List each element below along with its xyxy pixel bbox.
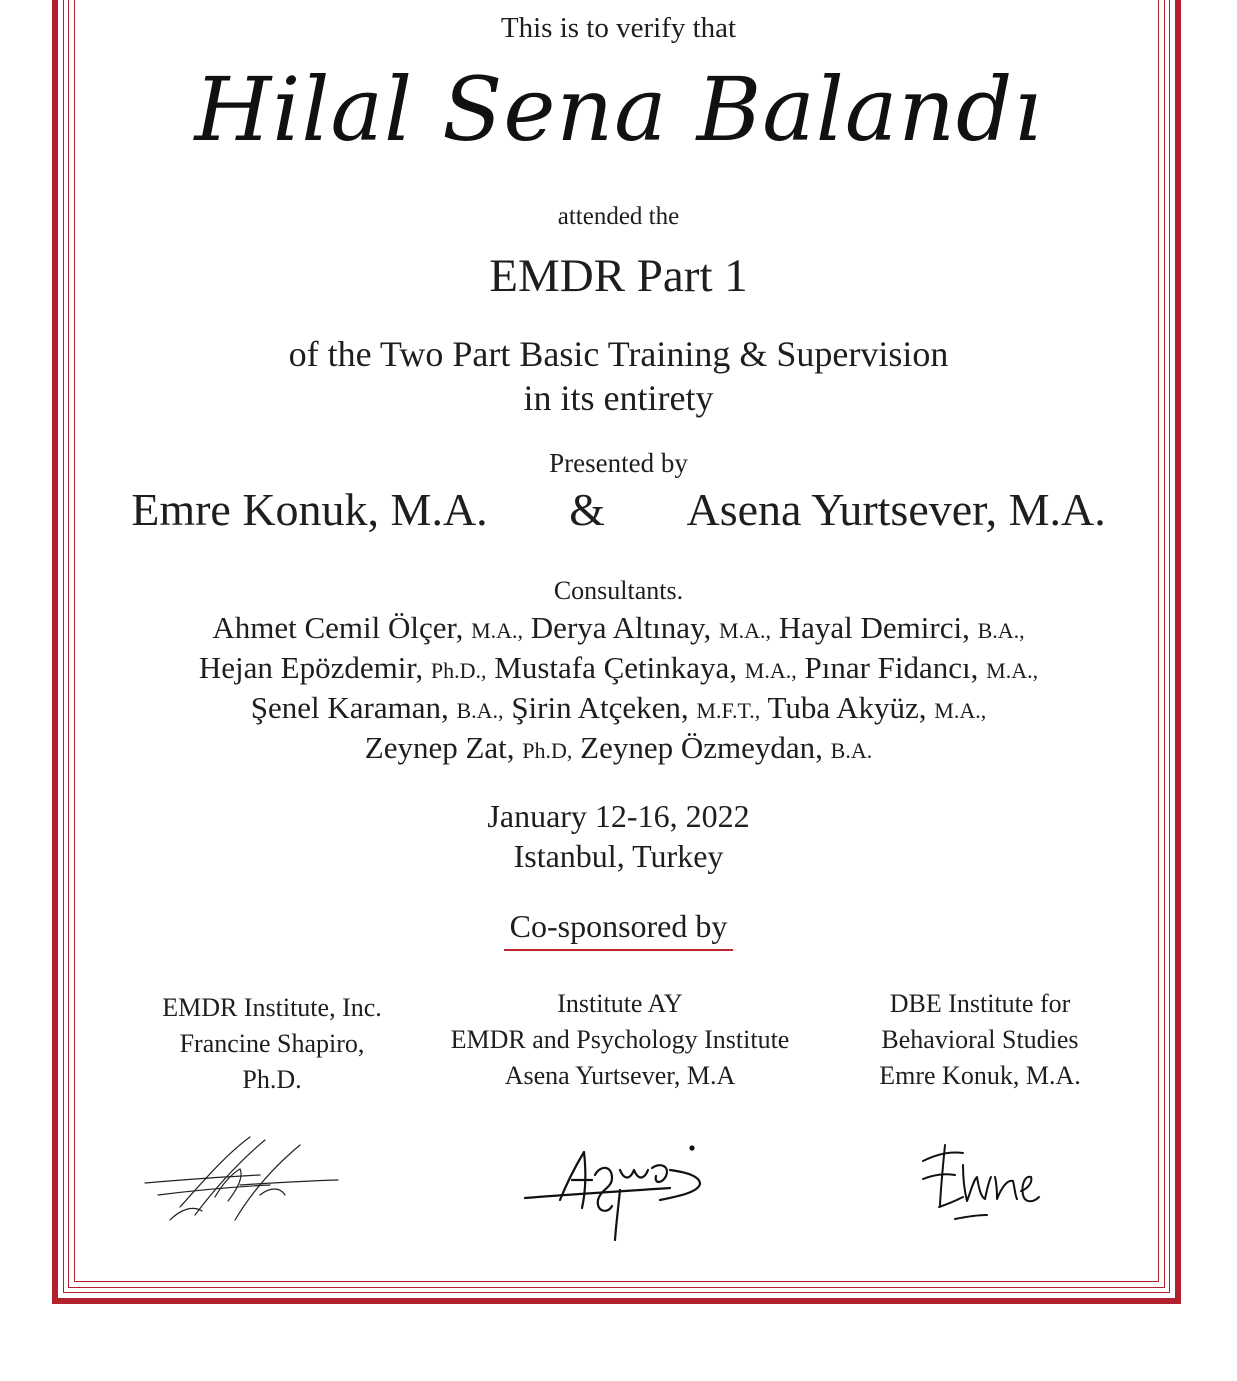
sponsor-line: Emre Konuk, M.A. — [879, 1061, 1081, 1090]
signature-konuk — [915, 1135, 1055, 1235]
signature-shapiro — [140, 1125, 340, 1235]
consultant-name: Ahmet Cemil Ölçer, — [212, 610, 464, 645]
consultant-credential: Ph.D, — [522, 738, 573, 763]
consultant-name: Şirin Atçeken, — [511, 690, 689, 725]
sponsor-dbe-institute — [850, 986, 1110, 1094]
consultant-name: Derya Altınay, — [530, 610, 712, 645]
consultant-credential: M.A., — [719, 618, 771, 643]
consultant-name: Mustafa Çetinkaya, — [494, 650, 738, 685]
consultant-name: Tuba Akyüz, — [767, 690, 927, 725]
cosponsored-label: Co-sponsored by — [509, 908, 728, 944]
presenter-name: Emre Konuk, M.A. — [131, 484, 488, 535]
sponsor-line: Francine Shapiro, — [179, 1029, 365, 1058]
consultants-row — [0, 730, 1237, 766]
consultant-credential: B.A., — [456, 698, 504, 723]
course-description-2: in its entirety — [523, 378, 714, 418]
sponsor-line: DBE Institute for — [889, 989, 1071, 1018]
sponsor-institute-ay — [420, 986, 820, 1094]
event-date: January 12-16, 2022 — [487, 798, 750, 834]
consultant-credential: M.F.T., — [696, 698, 761, 723]
course-title: EMDR Part 1 — [489, 250, 748, 302]
sponsor-line: Behavioral Studies — [881, 1025, 1079, 1054]
consultant-name: Pınar Fidancı, — [804, 650, 979, 685]
consultants-row — [0, 650, 1237, 686]
cosponsored-underline — [504, 949, 734, 951]
verify-text: This is to verify that — [500, 12, 737, 44]
cosponsored-heading — [0, 908, 1237, 951]
sponsor-line: Ph.D. — [242, 1065, 302, 1094]
event-location: Istanbul, Turkey — [513, 838, 724, 874]
signature-yurtsever — [520, 1140, 720, 1250]
consultant-credential: M.A., — [471, 618, 524, 643]
consultant-name: Şenel Karaman, — [250, 690, 449, 725]
consultant-name: Zeynep Özmeydan, — [580, 730, 823, 765]
presenter-name: Asena Yurtsever, M.A. — [686, 484, 1106, 535]
recipient-name: Hilal Sena Balandı — [194, 58, 1043, 161]
sponsor-emdr-institute — [142, 990, 402, 1098]
sponsor-line: Institute AY — [557, 989, 683, 1018]
consultant-credential: B.A. — [830, 738, 873, 763]
sponsor-line: EMDR Institute, Inc. — [162, 993, 382, 1022]
attended-text: attended the — [557, 203, 680, 230]
presented-by-label: Presented by — [549, 448, 688, 478]
presenters-row — [0, 483, 1237, 536]
consultant-credential: M.A., — [986, 658, 1039, 683]
consultant-credential: B.A., — [977, 618, 1025, 643]
consultants-row — [0, 690, 1237, 726]
consultant-name: Hayal Demirci, — [778, 610, 970, 645]
consultant-credential: M.A., — [934, 698, 987, 723]
consultant-credential: M.A., — [744, 658, 797, 683]
consultant-name: Zeynep Zat, — [364, 730, 515, 765]
consultant-credential: Ph.D., — [430, 658, 487, 683]
consultants-row — [0, 610, 1237, 646]
consultants-label: Consultants. — [553, 576, 684, 605]
course-description: of the Two Part Basic Training & Supervision — [288, 334, 949, 374]
sponsor-line: Asena Yurtsever, M.A — [504, 1061, 736, 1090]
consultant-name: Hejan Epözdemir, — [198, 650, 424, 685]
ampersand: & — [569, 484, 605, 535]
sponsor-line: EMDR and Psychology Institute — [450, 1025, 790, 1054]
